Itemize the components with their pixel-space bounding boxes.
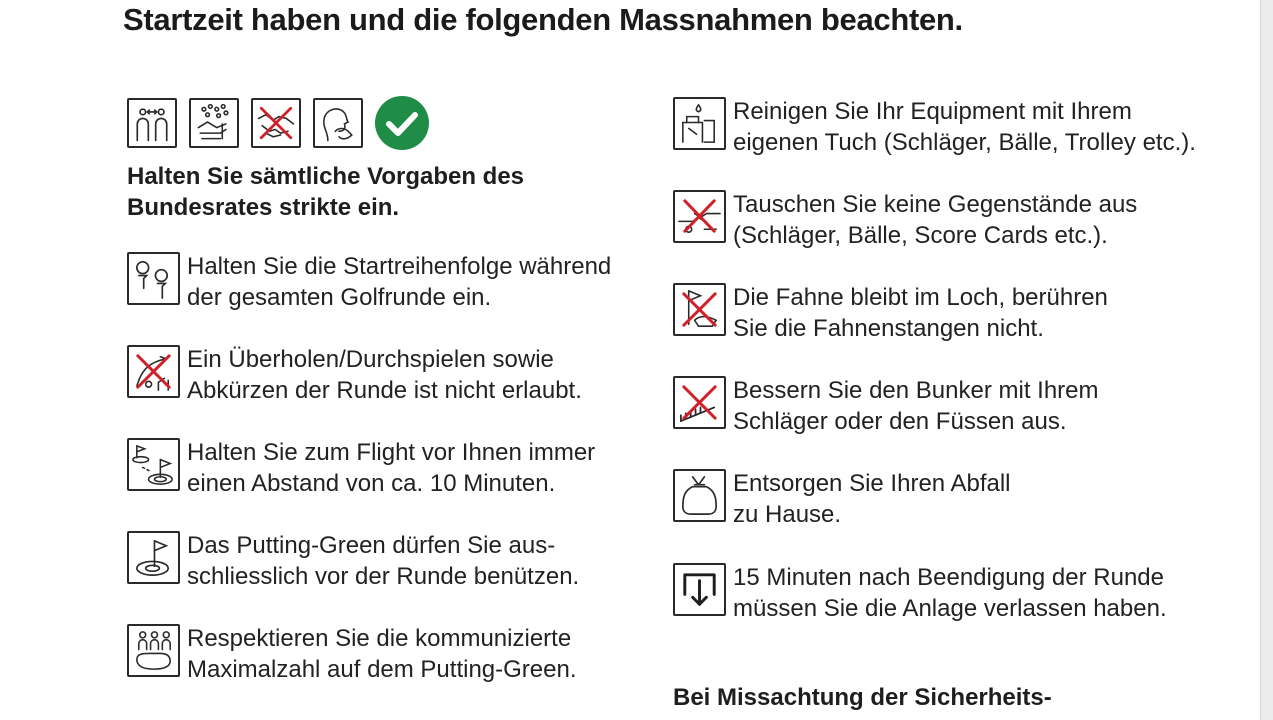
right-item-flag-stays-line-1: Die Fahne bleibt im Loch, berühren xyxy=(733,284,1108,311)
left-item-tee-order-line-1: Halten Sie die Startreihenfolge während xyxy=(187,253,612,280)
check-icon xyxy=(375,96,429,150)
left-item-putting-green-line-2: schliesslich vor der Runde benützen. xyxy=(187,563,580,590)
left-item-tee-order xyxy=(127,251,611,313)
left-item-no-overtaking xyxy=(127,344,582,406)
right-item-flag-stays-line-2: Sie die Fahnenstangen nicht. xyxy=(733,315,1044,342)
right-item-trash-bag-line-2: zu Hause. xyxy=(733,501,842,528)
right-item-no-exchange xyxy=(673,189,1137,251)
subheading-line-2: Bundesrates strikte ein. xyxy=(127,194,400,221)
right-item-trash-bag xyxy=(673,468,1011,530)
right-item-exit xyxy=(673,562,1167,624)
no-rake-icon xyxy=(673,376,726,429)
flag-stays-icon xyxy=(673,283,726,336)
putting-green-icon xyxy=(127,531,180,584)
trash-bag-icon xyxy=(673,469,726,522)
max-people-icon xyxy=(127,624,180,677)
clean-equipment-icon xyxy=(673,97,726,150)
handwash-icon xyxy=(189,98,239,148)
no-overtaking-icon xyxy=(127,345,180,398)
left-item-flight-distance-line-1: Halten Sie zum Flight vor Ihnen immer xyxy=(187,439,596,466)
right-item-clean-equipment-line-2: eigenen Tuch (Schläger, Bälle, Trolley etc.). xyxy=(733,129,1196,156)
top-icon-row xyxy=(127,98,429,150)
footer-heading: Bei Missachtung der Sicherheits- xyxy=(673,684,1052,711)
right-item-flag-stays xyxy=(673,282,1108,344)
left-item-flight-distance-line-2: einen Abstand von ca. 10 Minuten. xyxy=(187,470,556,497)
right-item-clean-equipment xyxy=(673,96,1196,158)
no-handshake-icon xyxy=(251,98,301,148)
page-edge xyxy=(1260,0,1273,720)
cough-icon xyxy=(313,98,363,148)
right-item-trash-bag-line-1: Entsorgen Sie Ihren Abfall xyxy=(733,470,1011,497)
left-item-no-overtaking-line-1: Ein Überholen/Durchspielen sowie xyxy=(187,346,554,373)
subheading xyxy=(127,161,587,223)
left-item-putting-green-line-1: Das Putting-Green dürfen Sie aus- xyxy=(187,532,556,559)
right-item-no-exchange-line-1: Tauschen Sie keine Gegenstände aus xyxy=(733,191,1138,218)
exit-icon xyxy=(673,563,726,616)
distance-icon xyxy=(127,98,177,148)
right-item-no-rake-line-2: Schläger oder den Füssen aus. xyxy=(733,408,1067,435)
right-item-no-rake xyxy=(673,375,1099,437)
left-item-tee-order-line-2: der gesamten Golfrunde ein. xyxy=(187,284,492,311)
subheading-line-1: Halten Sie sämtliche Vorgaben des xyxy=(127,163,525,190)
left-item-max-people-line-1: Respektieren Sie die kommunizierte xyxy=(187,625,572,652)
tee-order-icon xyxy=(127,252,180,305)
left-item-flight-distance xyxy=(127,437,595,499)
no-exchange-icon xyxy=(673,190,726,243)
right-item-clean-equipment-line-1: Reinigen Sie Ihr Equipment mit Ihrem xyxy=(733,98,1132,125)
page-title: Startzeit haben und die folgenden Massnahmen beachten. xyxy=(123,2,963,37)
left-item-max-people-line-2: Maximalzahl auf dem Putting-Green. xyxy=(187,656,577,683)
left-item-max-people xyxy=(127,623,577,685)
right-item-exit-line-1: 15 Minuten nach Beendigung der Runde xyxy=(733,564,1164,591)
right-item-no-rake-line-1: Bessern Sie den Bunker mit Ihrem xyxy=(733,377,1099,404)
right-item-no-exchange-line-2: (Schläger, Bälle, Score Cards etc.). xyxy=(733,222,1108,249)
flight-distance-icon xyxy=(127,438,180,491)
left-item-no-overtaking-line-2: Abkürzen der Runde ist nicht erlaubt. xyxy=(187,377,582,404)
right-item-exit-line-2: müssen Sie die Anlage verlassen haben. xyxy=(733,595,1167,622)
left-item-putting-green xyxy=(127,530,579,592)
